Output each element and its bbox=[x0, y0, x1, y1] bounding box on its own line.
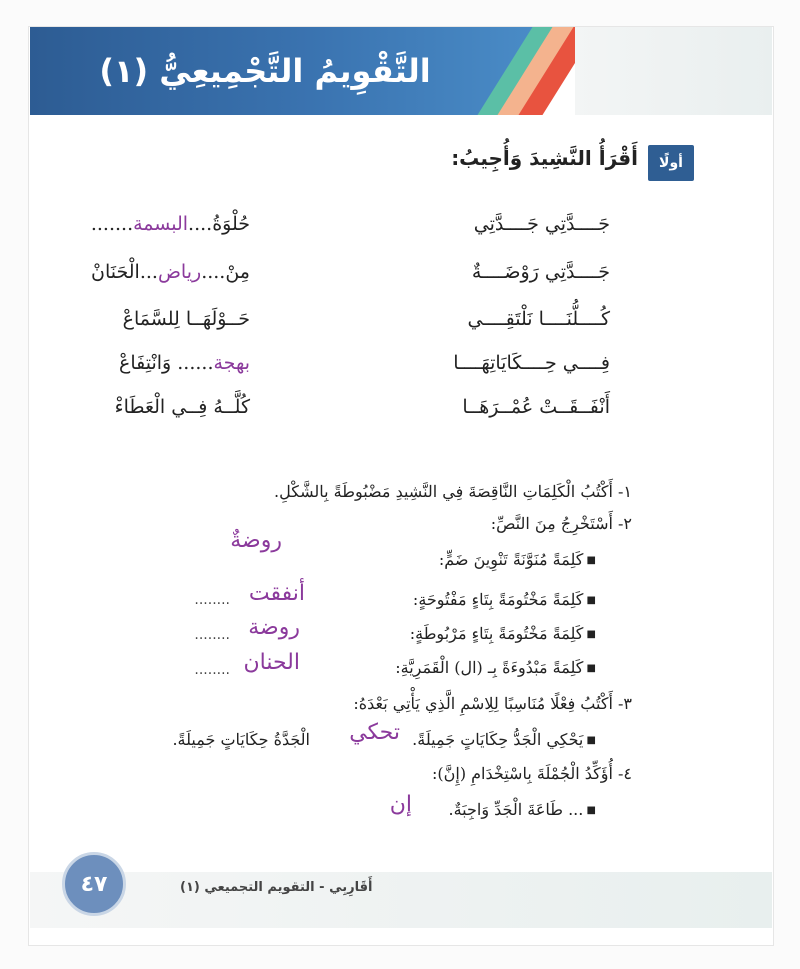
poem-line-2-left bbox=[91, 261, 250, 283]
poem-line-5-right: أَنْفَــقَــتْ عُمْــرَهَــا bbox=[462, 396, 610, 418]
q2-item-3: ■ كَلِمَةً مَخْتُومَةً بِتَاءٍ مَرْبُوطَةٍ: bbox=[410, 624, 596, 643]
poem-line-4-left bbox=[119, 352, 250, 374]
poem-answer: البسمة bbox=[133, 213, 189, 235]
answer-al-qamariya: الحنان bbox=[243, 650, 300, 675]
q2-item-1: ■ كَلِمَةً مُنَوَّنَةً تَنْوِينَ ضَمٍّ: bbox=[439, 550, 596, 569]
poem-answer: بهجة bbox=[213, 352, 250, 374]
page-title: التَّقْوِيمُ التَّجْمِيعِيُّ (١) bbox=[99, 52, 431, 90]
q2-item-4: ■ كَلِمَةً مَبْدُوءَةً بِـ (ال) الْقَمَرِيَّةِ: bbox=[395, 658, 596, 677]
question-1: ١- أَكْتُبُ الْكَلِمَاتِ النَّاقِصَةَ فِي النَّشِيدِ مَضْبُوطَةً بِالشَّكْلِ. bbox=[274, 482, 632, 501]
q4-item: ■ ... طَاعَةَ الْجَدِّ وَاجِبَةٌ. bbox=[449, 800, 597, 819]
q2-item-2: ■ كَلِمَةً مَخْتُومَةً بِتَاءٍ مَفْتُوحَةٍ: bbox=[413, 590, 596, 609]
answer-verb: تحكي bbox=[349, 720, 400, 745]
section-title: أَقْرَأُ النَّشِيدَ وَأُجِيبُ: bbox=[451, 146, 638, 170]
answer-open-taa: أنفقت bbox=[248, 581, 305, 606]
poem-text: ...الْحَنَانْ bbox=[91, 261, 158, 283]
question-2: ٢- أَسْتَخْرِجُ مِنَ النَّصِّ: bbox=[490, 514, 632, 533]
poem-text: مِنْ.... bbox=[201, 261, 250, 283]
poem-text: حُلْوَةُ.... bbox=[188, 213, 250, 235]
poem-text: ...... وَانْتِفَاعْ bbox=[119, 352, 214, 374]
q3-tail: الْجَدَّةُ حِكَايَاتٍ جَمِيلَةً. bbox=[172, 730, 310, 749]
question-3: ٣- أَكْتُبُ فِعْلًا مُنَاسِبًا لِلِاسْمِ الَّذِي يَأْتِي بَعْدَهُ: bbox=[353, 694, 632, 713]
poem-line-4-right: فِــــي حِــــكَايَاتِهَــــا bbox=[453, 352, 610, 374]
poem-line-3-left: حَــوْلَهَــا لِلسَّمَاعْ bbox=[122, 308, 250, 330]
header-banner bbox=[30, 27, 540, 115]
footer-caption: أَقَارِبِي - التقويم التجميعي (١) bbox=[180, 880, 373, 895]
answer-inna: إن bbox=[389, 792, 412, 817]
poem-line-3-right: كُــــلُّنَــــا نَلْتَقِــــي bbox=[467, 308, 610, 330]
header-side-panel bbox=[575, 27, 772, 115]
poem-line-2-right: جَــــدَّتِي رَوْضَــــةٌ bbox=[471, 261, 610, 283]
answer-dots: ........ bbox=[194, 592, 230, 608]
poem-text: ....... bbox=[90, 213, 134, 235]
poem-line-5-left: كُلَّــهُ فِــي الْعَطَاءْ bbox=[114, 396, 250, 418]
poem-answer: رياض bbox=[157, 261, 202, 283]
section-badge: أولًا bbox=[648, 145, 694, 181]
footer-band bbox=[30, 872, 772, 928]
answer-tanween: روضةٌ bbox=[230, 528, 282, 553]
q3-item: ■ يَحْكِي الْجَدُّ حِكَايَاتٍ جَمِيلَةً. bbox=[412, 730, 596, 749]
answer-dots: ........ bbox=[194, 627, 230, 643]
answer-tied-taa: روضة bbox=[248, 615, 300, 640]
question-4: ٤- أُؤَكِّدُ الْجُمْلَةَ بِاسْتِخْدَامِ (إِنَّ): bbox=[431, 764, 632, 783]
page-number: ٤٧ bbox=[62, 852, 126, 916]
poem-line-1-left bbox=[91, 213, 250, 235]
poem-line-1-right: جَــــدَّتِي جَــــدَّتِي bbox=[473, 213, 610, 235]
answer-dots: ........ bbox=[194, 662, 230, 678]
